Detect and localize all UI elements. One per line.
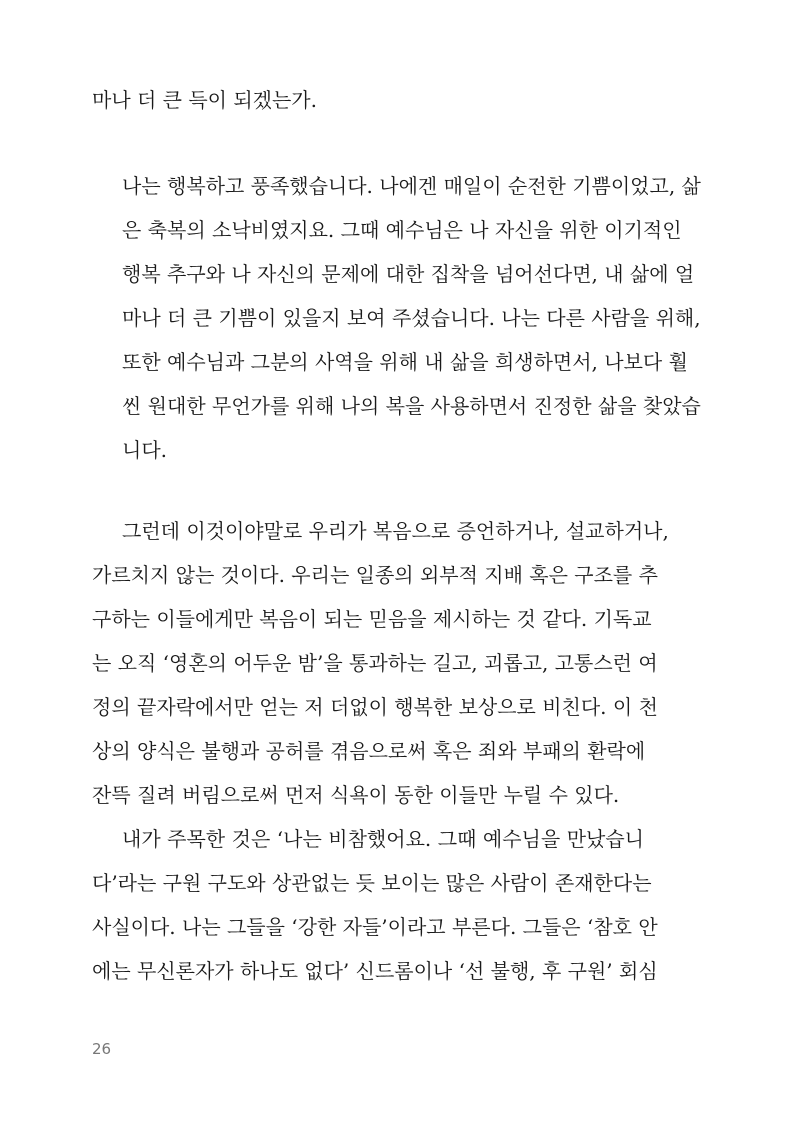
- paragraph-line: 상의 양식은 불행과 공허를 겪음으로써 혹은 죄와 부패의 환락에: [92, 739, 646, 763]
- quote-line: 또한 예수님과 그분의 사역을 위해 내 삶을 희생하면서, 나보다 훨: [122, 350, 688, 374]
- paragraph-line: 사실이다. 나는 그들을 ‘강한 자들’이라고 부른다. 그들은 ‘참호 안: [92, 915, 658, 939]
- paragraph-line: 그런데 이것이야말로 우리가 복음으로 증언하거나, 설교하거나,: [122, 519, 669, 543]
- paragraph-line: 잔뜩 질려 버림으로써 먼저 식욕이 동한 이들만 누릴 수 있다.: [92, 783, 620, 807]
- quote-line: 마나 더 큰 기쁨이 있을지 보여 주셨습니다. 나는 다른 사람을 위해,: [122, 306, 701, 330]
- quote-line: 은 축복의 소낙비였지요. 그때 예수님은 나 자신을 위한 이기적인: [122, 218, 682, 242]
- paragraph-line: 가르치지 않는 것이다. 우리는 일종의 외부적 지배 혹은 구조를 추: [92, 563, 658, 587]
- page-number: 26: [92, 1040, 112, 1058]
- quote-line: 니다.: [122, 438, 167, 462]
- paragraph-line: 는 오직 ‘영혼의 어두운 밤’을 통과하는 길고, 괴롭고, 고통스런 여: [92, 651, 658, 675]
- opening-line: 마나 더 큰 득이 되겠는가.: [92, 88, 317, 112]
- quote-line: 행복 추구와 나 자신의 문제에 대한 집착을 넘어선다면, 내 삶에 얼: [122, 262, 695, 286]
- paragraph-line: 구하는 이들에게만 복음이 되는 믿음을 제시하는 것 같다. 기독교: [92, 607, 652, 631]
- paragraph-line: 정의 끝자락에서만 얻는 저 더없이 행복한 보상으로 비친다. 이 천: [92, 695, 658, 719]
- paragraph-line: 다’라는 구원 구도와 상관없는 듯 보이는 많은 사람이 존재한다는: [92, 871, 652, 895]
- quote-line: 나는 행복하고 풍족했습니다. 나에겐 매일이 순전한 기쁨이었고, 삶: [122, 174, 701, 198]
- quote-line: 씬 원대한 무언가를 위해 나의 복을 사용하면서 진정한 삶을 찾았습: [122, 394, 701, 418]
- paragraph-line: 에는 무신론자가 하나도 없다’ 신드롬이나 ‘선 불행, 후 구원’ 회심: [92, 959, 658, 983]
- paragraph-line: 내가 주목한 것은 ‘나는 비참했어요. 그때 예수님을 만났습니: [122, 827, 644, 851]
